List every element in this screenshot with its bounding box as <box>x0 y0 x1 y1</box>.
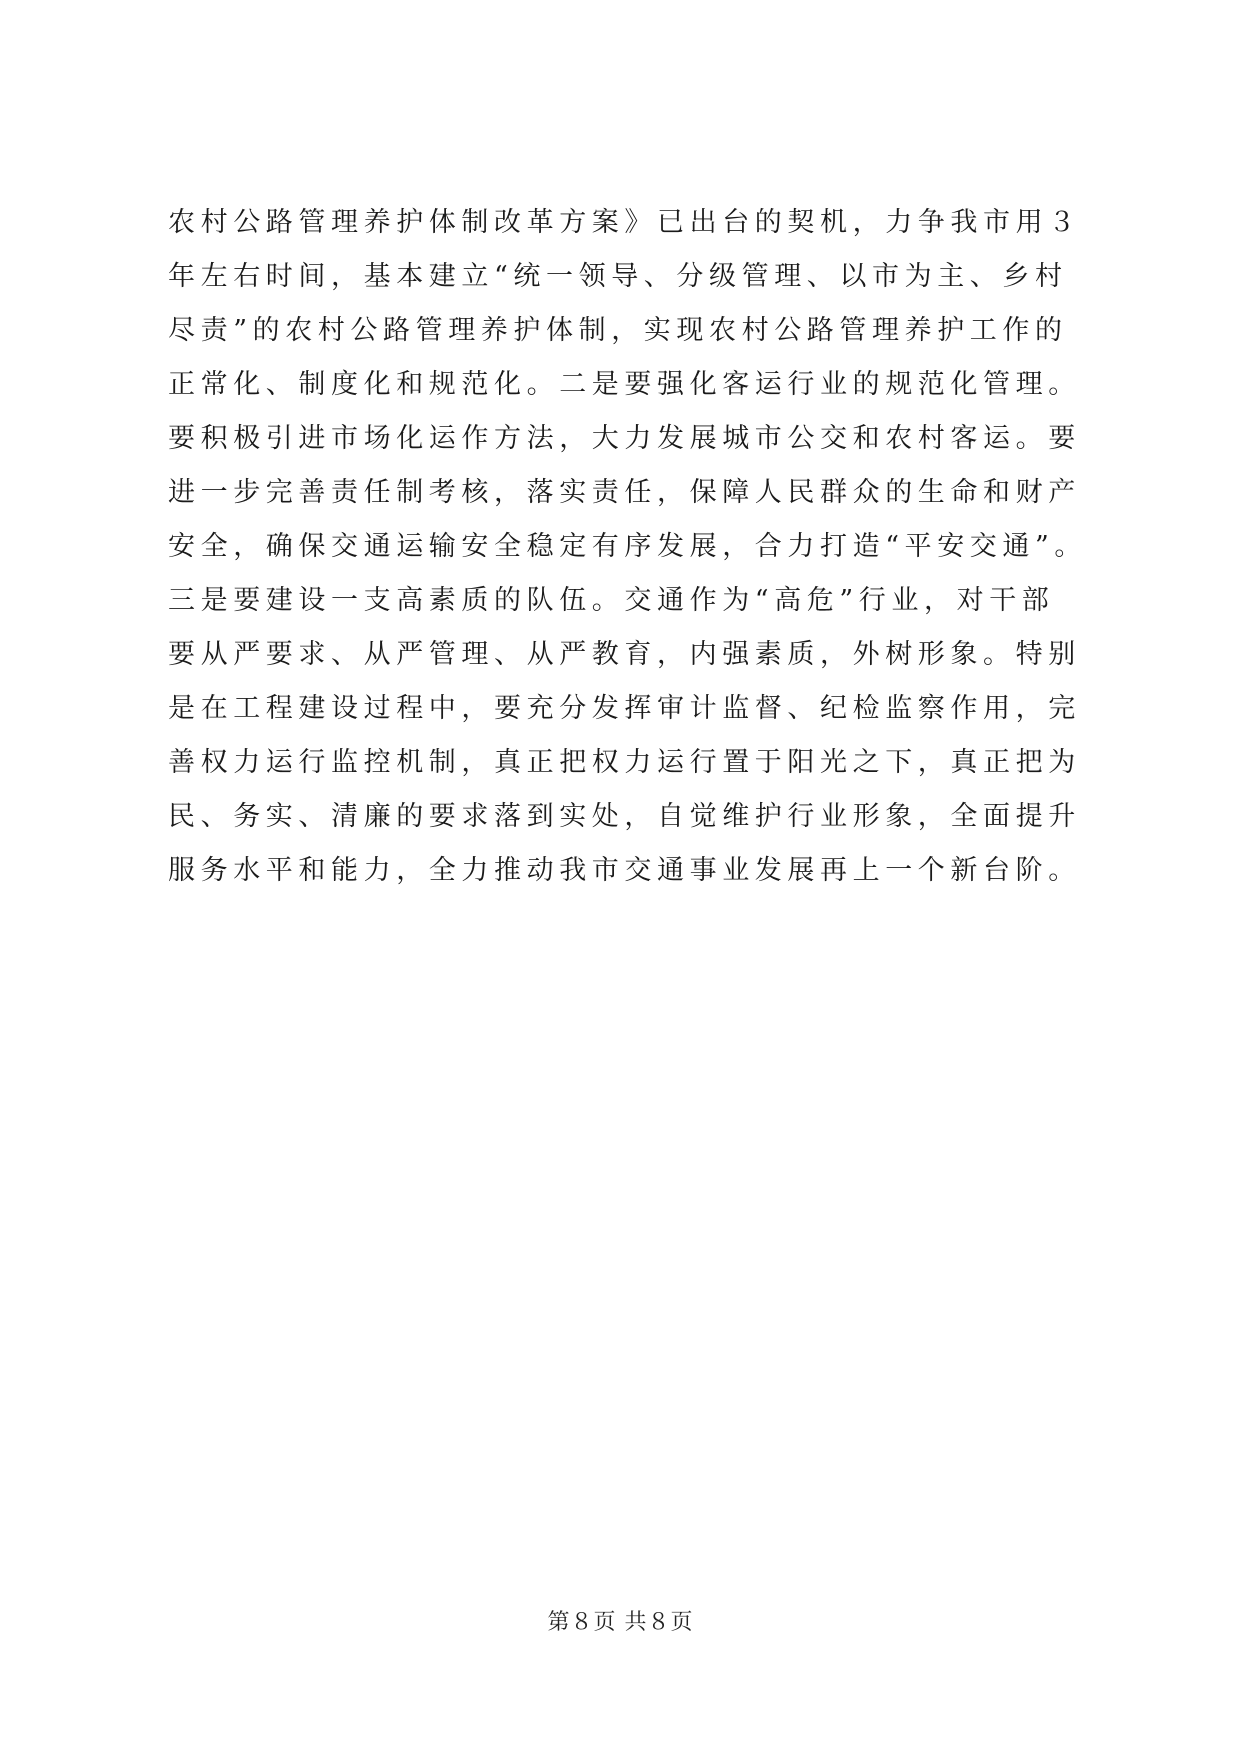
text-line: 正常化、制度化和规范化。二是要强化客运行业的规范化管理。 <box>168 369 1081 400</box>
text-line: 进一步完善责任制考核，落实责任，保障人民群众的生命和财产 <box>168 477 1081 508</box>
body-paragraph <box>168 196 1088 898</box>
text-line: 善权力运行监控机制，真正把权力运行置于阳光之下，真正把为 <box>168 747 1081 778</box>
text-line: 年左右时间，基本建立“统一领导、分级管理、以市为主、乡村 <box>168 261 1068 292</box>
text-line: 服务水平和能力，全力推动我市交通事业发展再上一个新台阶。 <box>168 855 1081 886</box>
text-line: 三是要建设一支高素质的队伍。交通作为“高危”行业，对干部 <box>168 585 1055 616</box>
text-line: 要积极引进市场化运作方法，大力发展城市公交和农村客运。要 <box>168 423 1081 454</box>
text-line: 农村公路管理养护体制改革方案》已出台的契机，力争我市用３ <box>168 207 1081 238</box>
text-line: 尽责”的农村公路管理养护体制，实现农村公路管理养护工作的 <box>168 315 1068 346</box>
text-line: 是在工程建设过程中，要充分发挥审计监督、纪检监察作用，完 <box>168 693 1081 724</box>
text-line: 民、务实、清廉的要求落到实处，自觉维护行业形象，全面提升 <box>168 801 1081 832</box>
page-number-footer: 第８页 共８页 <box>547 1610 694 1635</box>
text-line: 安全，确保交通运输安全稳定有序发展，合力打造“平安交通”。 <box>168 531 1088 562</box>
text-line: 要从严要求、从严管理、从严教育，内强素质，外树形象。特别 <box>168 639 1081 670</box>
